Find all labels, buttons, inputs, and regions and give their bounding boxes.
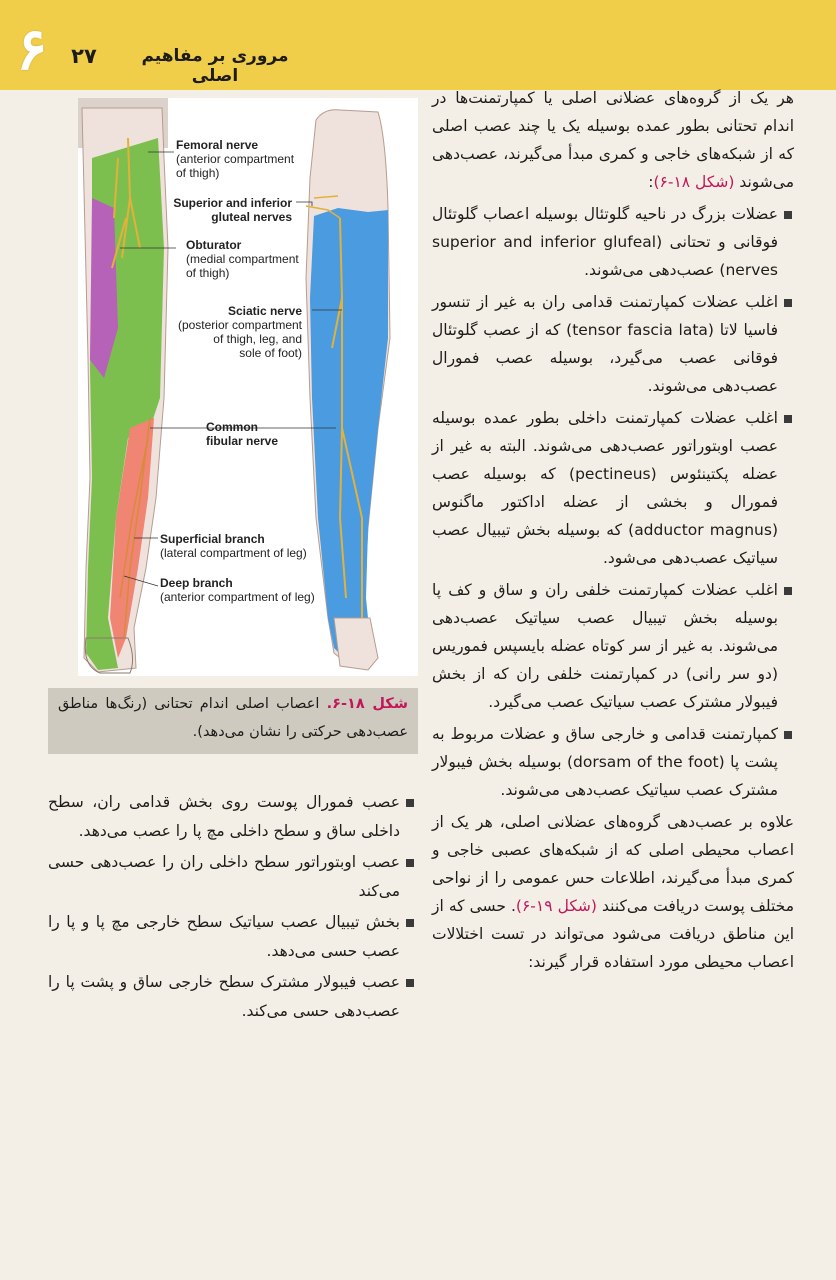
figure-reference-18[interactable]: (شکل ۱۸-۶): [653, 173, 735, 191]
label-common-fibular-nerve: Common fibular nerve: [206, 420, 279, 448]
figure-reference-19[interactable]: (شکل ۱۹-۶): [515, 897, 597, 915]
bullet-fibular-sensory: عصب فیبولار مشترک سطح خارجی ساق و پشت پا را عصب‌دهی حسی می‌کند.: [48, 968, 418, 1026]
bullet-anterior-thigh: اغلب عضلات کمپارتمنت قدامی ران به غیر از تنسور فاسیا لاتا (tensor fascia lata) که از عصب گلوتئال فوقانی عصب می‌گیرد، بوسیله عصب فمورال عصب‌دهی می‌شوند.: [432, 288, 794, 400]
label-obturator: Obturator (medial compartment of thigh): [186, 238, 299, 280]
bullet-gluteal: عضلات بزرگ در ناحیه گلوتئال بوسیله اعصاب گلوتئال فوقانی و تحتانی (superior and inferior glufeal nerves) عصب‌دهی می‌شوند.: [432, 200, 794, 284]
posterior-foot: [334, 618, 378, 670]
bullet-obturator-sensory: عصب اوبتوراتور سطح داخلی ران را عصب‌دهی حسی می‌کند: [48, 848, 418, 906]
left-text-column: [48, 788, 418, 1028]
lower-limb-nerves-figure: [78, 98, 418, 676]
label-superficial-branch: Superficial branch (lateral compartment of leg): [160, 532, 307, 560]
figure-caption: [48, 688, 418, 754]
bullet-anterior-lateral-leg: کمپارتمنت قدامی و خارجی ساق و عضلات مربوط به پشت پا (dorsam of the foot) بوسیله بخش فیبولار مشترک عصب سیاتیک عصب‌دهی می‌شوند.: [432, 720, 794, 804]
label-gluteal-nerves: Superior and inferior gluteal nerves: [173, 196, 292, 224]
label-deep-branch: Deep branch (anterior compartment of leg): [160, 576, 315, 604]
label-sciatic-nerve: Sciatic nerve (posterior compartment of thigh, leg, and sole of foot): [177, 304, 302, 360]
caption-number: شکل ۱۸-۶.: [326, 696, 408, 712]
page-number: ۲۷: [71, 44, 97, 68]
bullet-medial-thigh: اغلب عضلات کمپارتمنت داخلی بطور عمده بوسیله عصب اوبتوراتور عصب‌دهی می‌شوند. البته به غیر از عضله پکتینئوس (pectineus) که بوسیله عصب فمورال و بخشی از عضله اداکتور ماگنوس (adductor magnus) که بوسیله بخش تیبیال عصب سیاتیک عصب‌دهی می‌شود.: [432, 404, 794, 572]
running-head-title: مروری بر مفاهیم اصلی: [141, 46, 289, 86]
bullet-posterior-thigh: اغلب عضلات کمپارتمنت خلفی ران و ساق و کف پا بوسیله بخش تیبیال عصب سیاتیک عصب‌دهی می‌شوند. به غیر از سر کوتاه عضله بایسپس فموریس (دو سر رانی) در کمپارتمنت خلفی ران که از بخش فیبولار مشترک عصب سیاتیک عصب می‌گیرد.: [432, 576, 794, 716]
intro-paragraph: هر یک از گروه‌های عضلانی اصلی یا کمپارتمنت‌ها در اندام تحتانی بطور عمده بوسیله یک یا چند عصب اصلی که از شبکه‌های خاجی و کمری مبدأ می‌گیرند، عصب‌دهی می‌شوند (شکل ۱۸-۶):: [432, 89, 794, 191]
label-femoral-nerve: Femoral nerve (anterior compartment of thigh): [176, 138, 295, 180]
sensory-paragraph: علاوه بر عصب‌دهی گروه‌های عضلانی اصلی، هر یک از اعصاب محیطی اصلی که از شبکه‌های عصبی خاجی و کمری مبدأ می‌گیرند، اطلاعات حس عمومی را از نواحی مختلف پوست دریافت می‌کنند (شکل ۱۹-۶). حسی که از این مناطق دریافت می‌شود می‌تواند در تست اختلالات اعصاب محیطی مورد استفاده قرار گیرند:: [432, 813, 794, 971]
bullet-tibial-sensory: بخش تیبیال عصب سیاتیک سطح خارجی مچ پا و پا را عصب حسی می‌دهد.: [48, 908, 418, 966]
caption-text: اعصاب اصلی اندام تحتانی (رنگ‌ها مناطق عصب‌دهی حرکتی را نشان می‌دهد).: [58, 696, 408, 740]
chapter-number: ۶: [16, 15, 48, 83]
right-text-column: [432, 84, 794, 980]
bullet-femoral-sensory: عصب فمورال پوست روی بخش قدامی ران، سطح داخلی ساق و سطح داخلی مچ پا را عصب می‌دهد.: [48, 788, 418, 846]
